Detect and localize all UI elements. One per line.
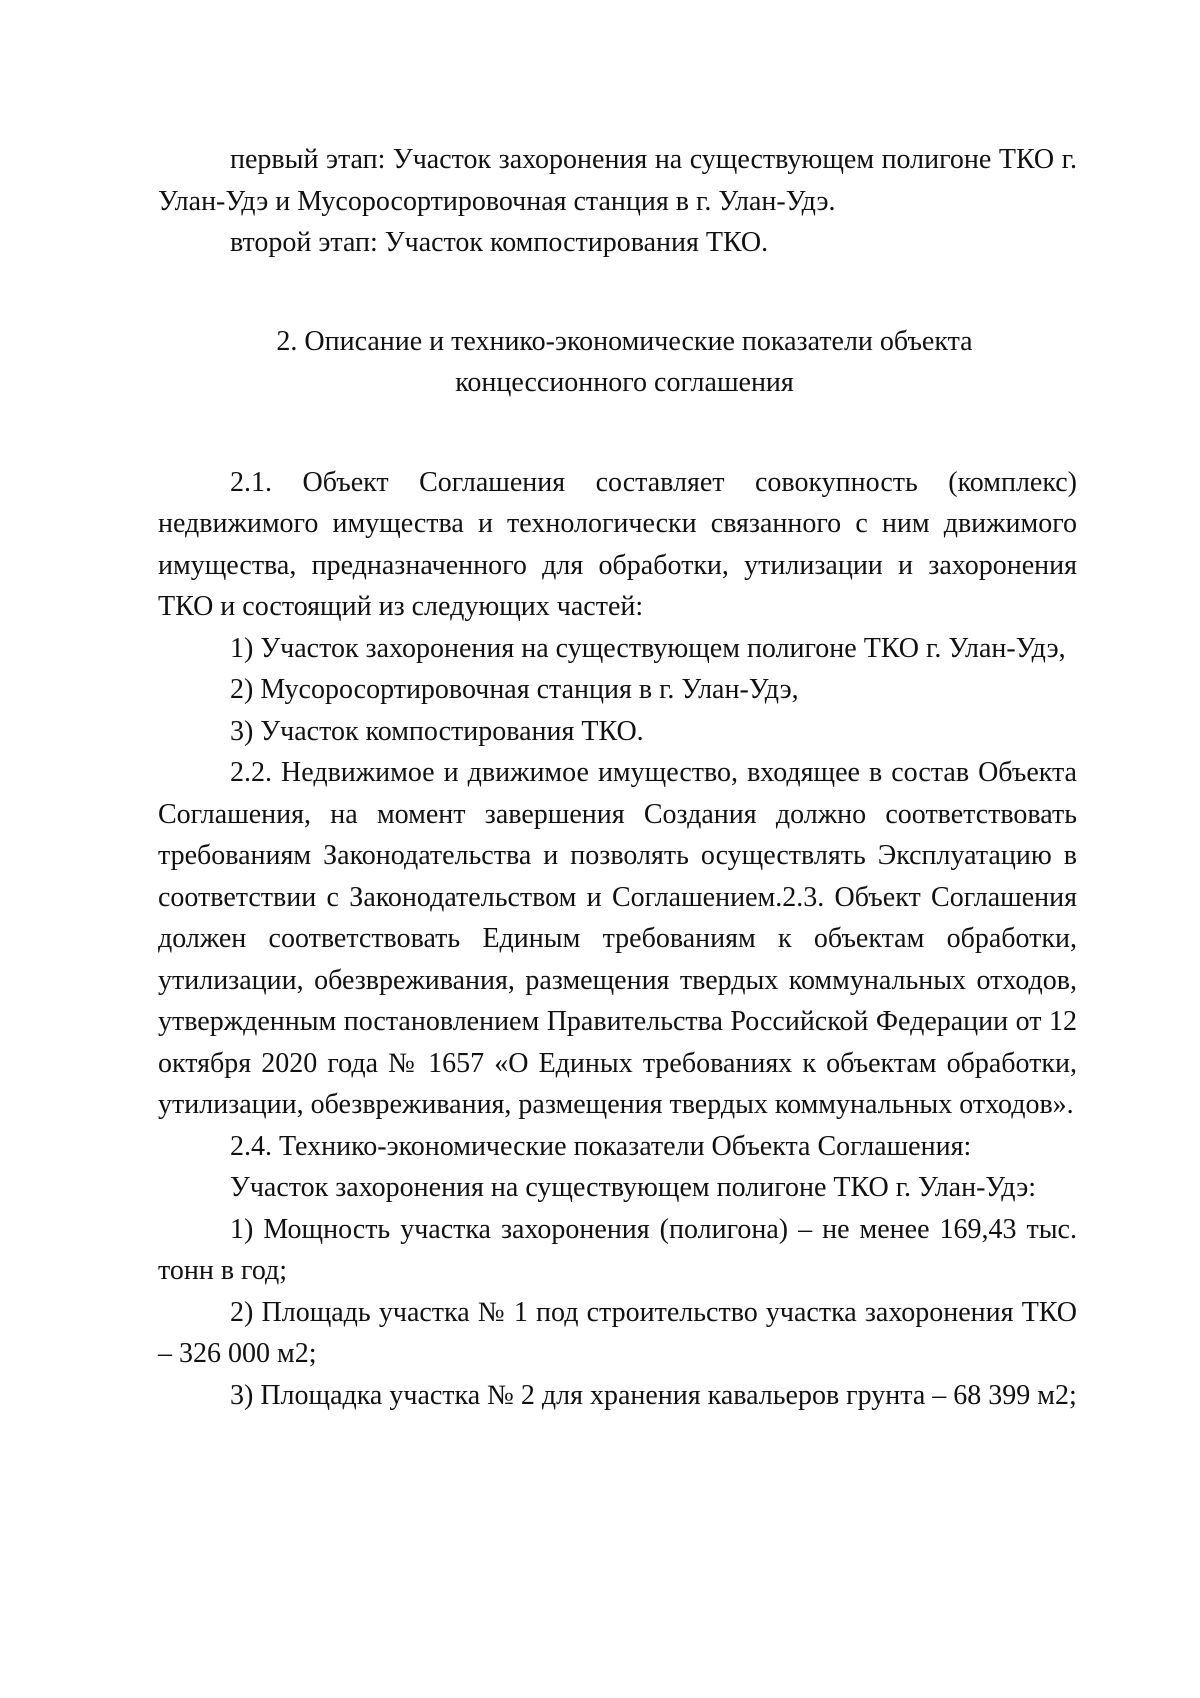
paragraph-2-2: 2.2. Недвижимое и движимое имущество, входящее в состав Объекта Соглашения, на момент завершения Создания должно соответствовать требованиям Законодательства и позволять осуществлять Эксплуатацию в соответствии с Законодательством и Соглашением.2.3. Объект Соглашения должен соответствовать Единым требованиям к объектам обработки, утилизации, обезвреживания, размещения твердых коммунальных отходов, утвержденным постановлением Правительства Российской Федерации от 12 октября 2020 года № 1657 «О Единых требованиях к объектам обработки, утилизации, обезвреживания, размещения твердых коммунальных отходов». — [158, 757, 1077, 1120]
list-item-2: 2) Мусоросортировочная станция в г. Улан-Удэ, — [230, 674, 799, 705]
subsection-title: Участок захоронения на существующем полигоне ТКО г. Улан-Удэ: — [230, 1172, 1037, 1203]
intro-stage-two: второй этап: Участок компостирования ТКО. — [230, 227, 769, 258]
paragraph-2-4: 2.4. Технико-экономические показатели Объекта Соглашения: — [230, 1130, 972, 1162]
list-item-3: 3) Участок компостирования ТКО. — [230, 715, 644, 747]
section-heading-line-1: 2. Описание и технико-экономические показатели объекта — [276, 325, 973, 357]
indicator-3: 3) Площадка участка № 2 для хранения кавальеров грунта – 68 399 м2; — [230, 1379, 1077, 1411]
document-body — [158, 139, 1077, 1416]
section-heading — [158, 321, 1077, 404]
paragraph-2-1: 2.1. Объект Соглашения составляет совокупность (комплекс) недвижимого имущества и технологически связанного с ним движимого имущества, предназначенного для обработки, утилизации и захоронения ТКО и состоящий из следующих частей: — [158, 466, 1077, 622]
spacer — [158, 404, 1077, 462]
section-heading-line-2: концессионного соглашения — [455, 367, 794, 398]
indicator-1: 1) Мощность участка захоронения (полигона) – не менее 169,43 тыс. тонн в год; — [158, 1213, 1077, 1286]
intro-stage-one: первый этап: Участок захоронения на существующем полигоне ТКО г. Улан-Удэ и Мусоросортировочная станция в г. Улан-Удэ. — [158, 144, 1077, 217]
list-item-1: 1) Участок захоронения на существующем полигоне ТКО г. Улан-Удэ, — [230, 632, 1066, 664]
indicator-2: 2) Площадь участка № 1 под строительство участка захоронения ТКО – 326 000 м2; — [158, 1296, 1077, 1369]
spacer — [158, 264, 1077, 321]
